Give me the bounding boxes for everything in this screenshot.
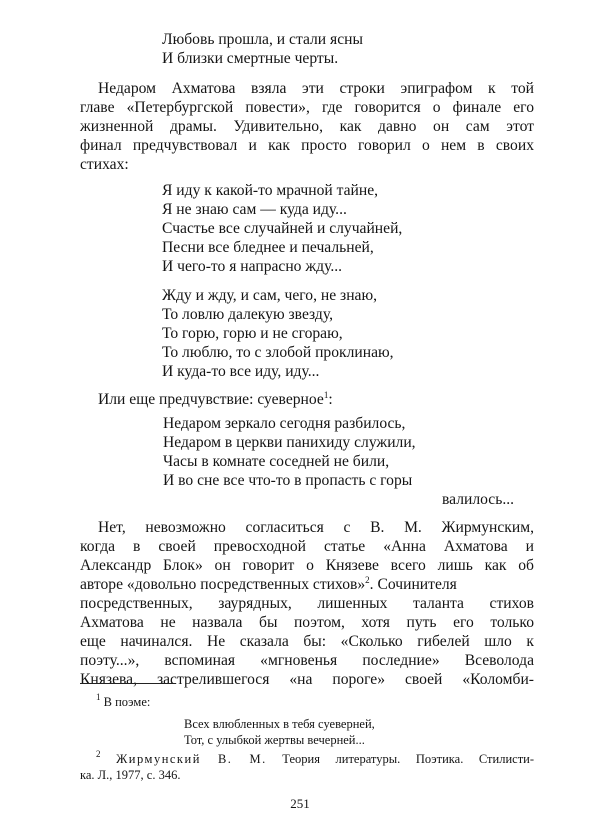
footnote-verse-line: Тот, с улыбкой жертвы вечерней...: [184, 733, 365, 747]
verse-line: И чего-то я напрасно жду...: [162, 258, 343, 275]
verse-line: Недаром зеркало сегодня разбилось,: [163, 415, 406, 432]
verse-line: Песни все бледнее и печальней,: [162, 239, 374, 256]
paragraph-line: Князева, застрелившегося «на пороге» своей «Коломби-: [80, 671, 534, 688]
footnote-2-line2: ка. Л., 1977, с. 346.: [80, 768, 181, 782]
verse-line: То горю, горю и не сгораю,: [162, 325, 343, 342]
intro-verse-line: Любовь прошла, и стали ясны: [162, 31, 363, 48]
intro-verse-line: И близки смертные черты.: [162, 50, 339, 67]
footnote-mark: 2: [96, 749, 101, 759]
paragraph-line: Нет, невозможно согласиться с В. М. Жирмунским,: [98, 519, 534, 536]
paragraph-line: посредственных, заурядных, лишенных таланта стихов: [80, 595, 534, 612]
footnote-text: Теория литературы. Поэтика. Стилисти-: [282, 752, 535, 766]
paragraph-line: финал предчувствовал и как просто говорил о нем в своих: [80, 137, 534, 154]
paragraph-line: поэту...», вспоминая «мгновенья последние» Всеволода: [80, 652, 534, 669]
footnote-1: [96, 694, 150, 710]
paragraph-text: . Сочинителя: [369, 576, 457, 593]
page-number: 251: [290, 796, 310, 811]
paragraph-line: стихах:: [80, 156, 129, 173]
footnote-ref: 1: [323, 390, 329, 400]
paragraph-line: Ахматова не назвала бы поэтом, хотя путь его только: [80, 614, 534, 631]
paragraph-line: жизненной драмы. Удивительно, как давно он сам этот: [80, 118, 534, 135]
verse-line: Часы в комнате соседней не били,: [163, 453, 390, 470]
verse-line: Счастье все случайней и случайней,: [162, 220, 403, 237]
footnote-author: Жирмунский В. М.: [116, 752, 267, 766]
paragraph-line: когда в своей превосходной статье «Анна Ахматова и: [80, 538, 534, 555]
verse-intro-colon: :: [328, 391, 333, 408]
paragraph-line: еще начинался. Не сказала бы: «Сколько гибелей шло к: [80, 633, 534, 650]
paragraph-line: главе «Петербургской повести», где говорится о финале его: [80, 99, 534, 116]
verse-line: Жду и жду, и сам, чего, не знаю,: [162, 287, 378, 304]
footnote-verse-line: Всех влюбленных в тебя суеверней,: [184, 717, 375, 731]
verse-line: То ловлю далекую звезду,: [162, 306, 333, 323]
verse-line-tail: валилось...: [442, 491, 515, 508]
verse-line: И куда-то все иду, иду...: [162, 363, 320, 380]
footnote-2: [96, 751, 534, 767]
footnote-divider: [80, 683, 176, 684]
paragraph-line: Александр Блок» он говорит о Князеве всего лишь как об: [80, 557, 534, 574]
verse-line: Я не знаю сам — куда иду...: [162, 201, 347, 218]
verse-intro-line: [98, 390, 333, 409]
verse-intro-text: Или еще предчувствие: суеверное: [98, 391, 324, 408]
paragraph-line: [80, 575, 534, 594]
paragraph-text: авторе «довольно посредственных стихов»: [80, 576, 366, 593]
verse-line: И во сне все что-то в пропасть с горы: [163, 472, 413, 489]
verse-line: Я иду к какой-то мрачной тайне,: [162, 182, 379, 199]
verse-line: Недаром в церкви панихиду служили,: [163, 434, 416, 451]
paragraph-line: Недаром Ахматова взяла эти строки эпиграфом к той: [98, 80, 534, 97]
footnote-mark: 1: [96, 692, 101, 702]
footnote-text: В поэме:: [103, 695, 151, 709]
verse-line: То люблю, то с злобой проклинаю,: [162, 344, 394, 361]
footnote-ref: 2: [365, 575, 370, 585]
